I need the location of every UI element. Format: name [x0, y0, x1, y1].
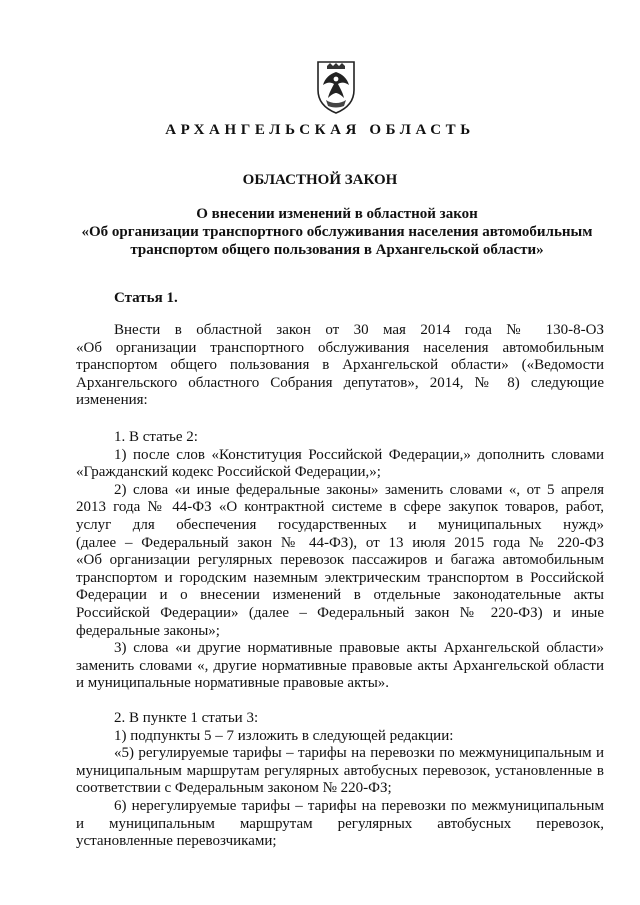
- section-heading: 1. В статье 2:: [114, 429, 198, 445]
- region-heading: АРХАНГЕЛЬСКАЯ ОБЛАСТЬ: [165, 122, 475, 138]
- text-line: «Об организации транспортного обслуживания населения автомобильным: [76, 339, 604, 356]
- subtitle-line: транспортом общего пользования в Архангельской области»: [130, 242, 544, 258]
- subtitle-line: «Об организации транспортного обслуживания населения автомобильным: [81, 224, 593, 240]
- text-line: транспортом и городским наземным электрическим транспортом в Российской: [76, 569, 604, 586]
- section-2: [76, 710, 604, 851]
- text-line: 1) после слов «Конституция Российской Федерации,» дополнить словами: [114, 446, 604, 463]
- intro-paragraph: [76, 322, 604, 410]
- section-heading: 2. В пункте 1 статьи 3:: [114, 710, 259, 726]
- text-line: транспортом общего пользования в Архангельской области» («Ведомости: [76, 357, 604, 374]
- text-line: Внести в областной закон от 30 мая 2014 года № 130-8-ОЗ: [114, 322, 604, 338]
- text-line: «5) регулируемые тарифы – тарифы на перевозки по межмуниципальным и: [114, 745, 604, 762]
- text-line: установленные перевозчиками;: [76, 833, 277, 850]
- text-line: Архангельского областного Собрания депутатов», 2014, № 8) следующие: [76, 374, 604, 391]
- text-line: «Гражданский кодекс Российской Федерации,»;: [76, 464, 381, 481]
- text-line: 3) слова «и другие нормативные правовые акты Архангельской области»: [114, 640, 604, 657]
- text-line: «Об организации регулярных перевозок пассажиров и багажа автомобильным: [76, 552, 604, 569]
- text-line: и муниципальным маршрутам регулярных автобусных перевозок,: [76, 815, 604, 832]
- text-line: 2) слова «и иные федеральные законы» заменить словами «, от 5 апреля: [114, 481, 604, 498]
- subtitle-line: О внесении изменений в областной закон: [196, 206, 478, 222]
- text-line: 2013 года № 44-ФЗ «О контрактной системе в сфере закупок товаров, работ,: [76, 499, 604, 516]
- text-line: изменения:: [76, 392, 148, 409]
- law-subtitle: [68, 205, 606, 259]
- law-type-heading: ОБЛАСТНОЙ ЗАКОН: [242, 172, 398, 188]
- text-line: федеральные законы»;: [76, 622, 220, 639]
- text-line: Российской Федерации» (далее – Федеральный закон № 220-ФЗ) и иные: [76, 604, 604, 621]
- text-line: соответствии с Федеральным законом № 220-ФЗ;: [76, 780, 392, 797]
- coat-of-arms-emblem: [312, 60, 360, 114]
- text-line: услуг для обеспечения государственных и муниципальных нужд»: [76, 516, 604, 533]
- text-line: 1) подпункты 5 – 7 изложить в следующей редакции:: [114, 727, 454, 744]
- text-line: муниципальным маршрутам регулярных автобусных перевозок, установленные в: [76, 762, 604, 779]
- text-line: Федерации и о внесении изменений в отдельные законодательные акты: [76, 587, 604, 604]
- text-line: (далее – Федеральный закон № 44-ФЗ), от 13 июля 2015 года № 220-ФЗ: [76, 534, 604, 551]
- article-heading: Статья 1.: [114, 290, 178, 306]
- text-line: 6) нерегулируемые тарифы – тарифы на перевозки по межмуниципальным: [114, 797, 604, 814]
- text-line: заменить словами «, другие нормативные правовые акты Архангельской области: [76, 657, 604, 674]
- text-line: и муниципальные нормативные правовые акты».: [76, 675, 390, 692]
- section-1: [76, 429, 604, 693]
